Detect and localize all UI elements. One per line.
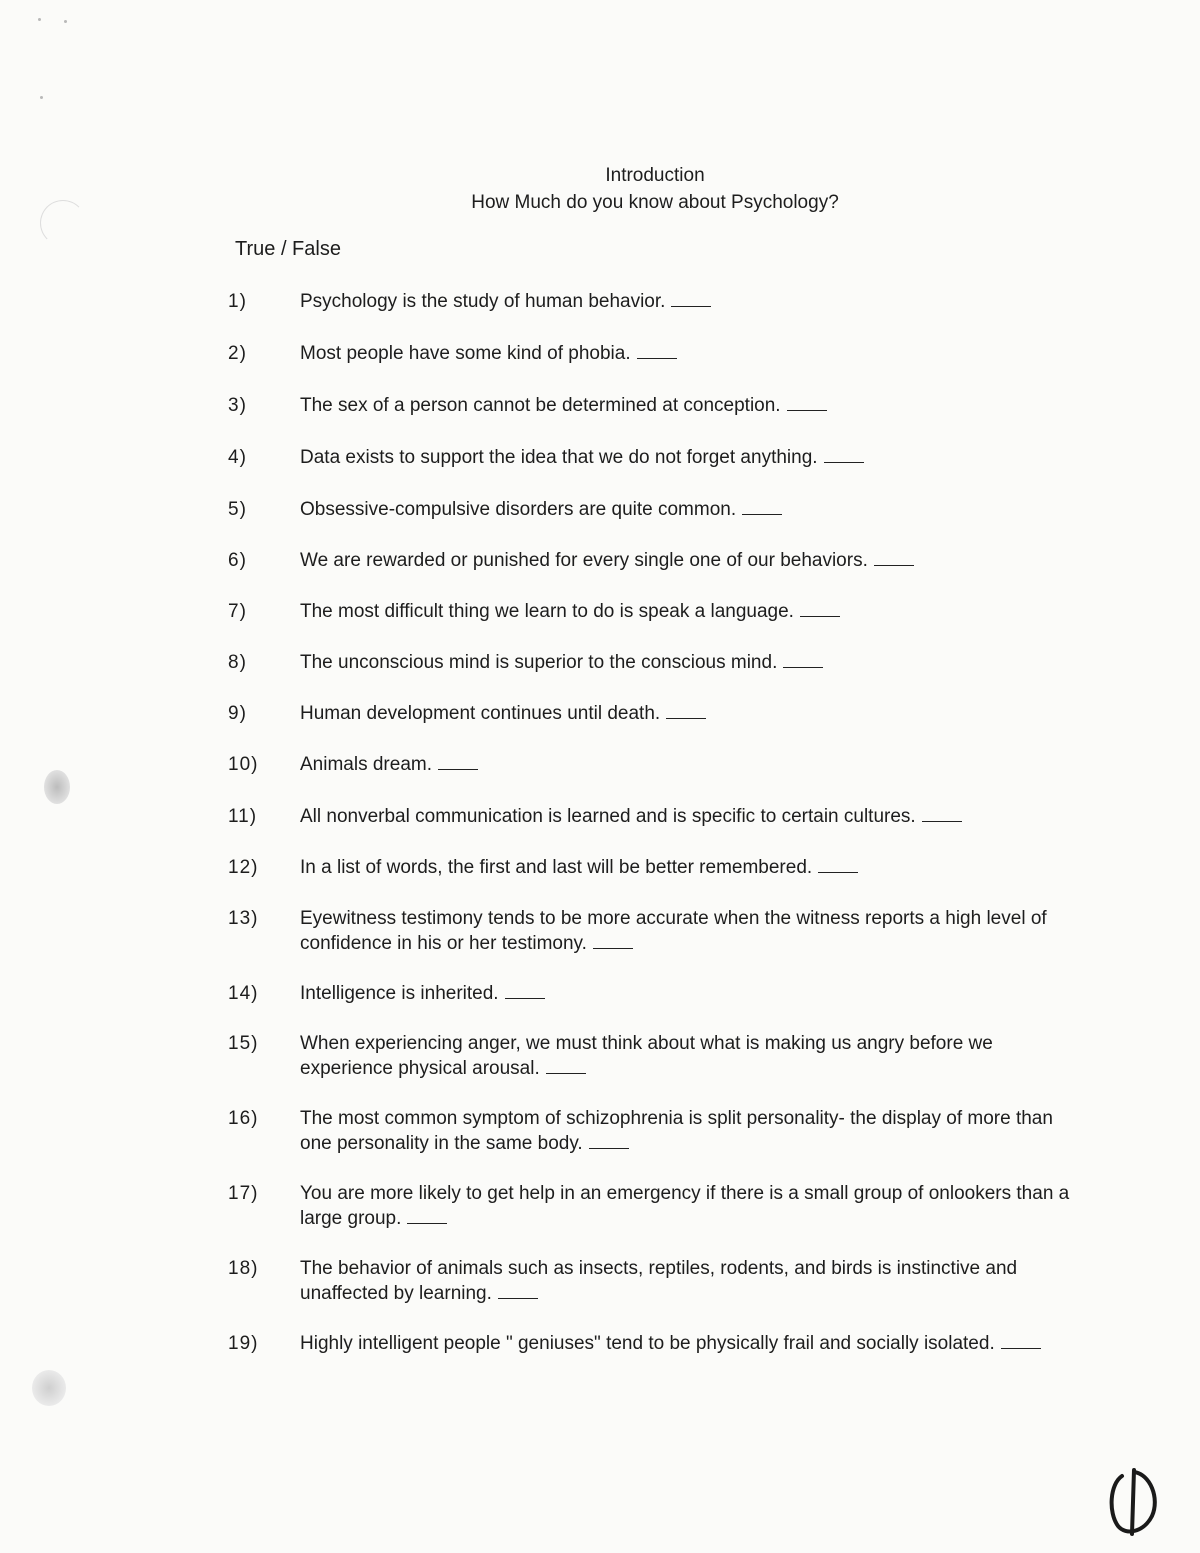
answer-blank[interactable] bbox=[546, 1071, 586, 1074]
question-item bbox=[228, 599, 1088, 624]
answer-blank[interactable] bbox=[438, 767, 478, 770]
answer-blank[interactable] bbox=[742, 512, 782, 515]
question-text: The most common symptom of schizophrenia is split personality- the display of more than one personality in the same body. bbox=[300, 1108, 1053, 1154]
question-text: Psychology is the study of human behavior. bbox=[300, 291, 666, 312]
scan-speck bbox=[64, 20, 67, 23]
question-statement bbox=[300, 393, 1088, 418]
answer-blank[interactable] bbox=[800, 614, 840, 617]
answer-blank[interactable] bbox=[818, 870, 858, 873]
question-item bbox=[228, 981, 1088, 1006]
question-number: 19) bbox=[228, 1333, 259, 1354]
question-text: Eyewitness testimony tends to be more accurate when the witness reports a high level of confidence in his or her testimony. bbox=[300, 908, 1047, 954]
answer-blank[interactable] bbox=[783, 665, 823, 668]
question-text: The most difficult thing we learn to do is speak a language. bbox=[300, 601, 794, 622]
page-subtitle: How Much do you know about Psychology? bbox=[471, 192, 839, 213]
question-text: Human development continues until death. bbox=[300, 703, 661, 724]
question-text: Animals dream. bbox=[300, 754, 432, 775]
question-text: We are rewarded or punished for every single one of our behaviors. bbox=[300, 550, 868, 571]
question-statement bbox=[300, 752, 1088, 777]
question-item bbox=[228, 1106, 1088, 1156]
question-item bbox=[228, 701, 1088, 726]
question-item bbox=[228, 497, 1088, 522]
answer-blank[interactable] bbox=[505, 996, 545, 999]
answer-blank[interactable] bbox=[407, 1221, 447, 1224]
question-number: 18) bbox=[228, 1258, 259, 1279]
question-item bbox=[228, 341, 1088, 366]
answer-blank[interactable] bbox=[589, 1146, 629, 1149]
question-item bbox=[228, 1256, 1088, 1306]
answer-blank[interactable] bbox=[666, 716, 706, 719]
question-number: 11) bbox=[228, 806, 258, 827]
question-number: 7) bbox=[228, 601, 247, 622]
question-list bbox=[228, 289, 1088, 1356]
question-text: The behavior of animals such as insects, reptiles, rodents, and birds is instinctive and unaffected by learning. bbox=[300, 1258, 1018, 1304]
question-text: Data exists to support the idea that we do not forget anything. bbox=[300, 447, 818, 468]
question-text: Obsessive-compulsive disorders are quite common. bbox=[300, 499, 737, 520]
question-text: Most people have some kind of phobia. bbox=[300, 343, 631, 364]
scan-speck bbox=[40, 96, 43, 99]
question-statement bbox=[300, 289, 1088, 314]
question-number: 6) bbox=[228, 550, 247, 571]
question-statement bbox=[300, 701, 1088, 726]
scan-speck bbox=[32, 1370, 66, 1406]
question-item bbox=[228, 752, 1088, 777]
scan-speck bbox=[44, 770, 70, 804]
answer-blank[interactable] bbox=[824, 460, 864, 463]
question-statement bbox=[300, 341, 1088, 366]
question-statement bbox=[300, 1256, 1088, 1306]
question-statement bbox=[300, 855, 1088, 880]
question-statement bbox=[300, 599, 1088, 624]
question-item bbox=[228, 1331, 1088, 1356]
question-item bbox=[228, 804, 1088, 829]
scan-speck bbox=[38, 18, 41, 21]
question-item bbox=[228, 855, 1088, 880]
question-number: 5) bbox=[228, 499, 247, 520]
question-number: 10) bbox=[228, 754, 259, 775]
question-item bbox=[228, 650, 1088, 675]
question-statement bbox=[300, 981, 1088, 1006]
worksheet-header bbox=[0, 162, 1200, 216]
answer-blank[interactable] bbox=[922, 819, 962, 822]
section-label: True / False bbox=[235, 238, 341, 260]
answer-blank[interactable] bbox=[671, 304, 711, 307]
answer-blank[interactable] bbox=[498, 1296, 538, 1299]
question-text: In a list of words, the first and last will be better remembered. bbox=[300, 857, 813, 878]
answer-blank[interactable] bbox=[593, 946, 633, 949]
question-number: 14) bbox=[228, 983, 259, 1004]
answer-blank[interactable] bbox=[1001, 1346, 1041, 1349]
question-item bbox=[228, 1031, 1088, 1081]
question-statement bbox=[300, 1331, 1088, 1356]
question-text: The unconscious mind is superior to the conscious mind. bbox=[300, 652, 778, 673]
page-title: Introduction bbox=[605, 165, 705, 186]
question-item bbox=[228, 393, 1088, 418]
question-item bbox=[228, 548, 1088, 573]
question-statement bbox=[300, 1181, 1088, 1231]
question-text: All nonverbal communication is learned and is specific to certain cultures. bbox=[300, 806, 916, 827]
question-number: 1) bbox=[228, 291, 247, 312]
answer-blank[interactable] bbox=[787, 408, 827, 411]
question-number: 12) bbox=[228, 857, 259, 878]
question-statement bbox=[300, 445, 1088, 470]
question-number: 15) bbox=[228, 1033, 259, 1054]
question-statement bbox=[300, 650, 1088, 675]
question-number: 13) bbox=[228, 908, 259, 929]
question-number: 3) bbox=[228, 395, 247, 416]
answer-blank[interactable] bbox=[637, 356, 677, 359]
question-number: 8) bbox=[228, 652, 247, 673]
question-number: 4) bbox=[228, 447, 247, 468]
question-number: 9) bbox=[228, 703, 247, 724]
question-text: Highly intelligent people " geniuses" tend to be physically frail and socially isolated. bbox=[300, 1333, 995, 1354]
question-statement bbox=[300, 804, 1088, 829]
answer-blank[interactable] bbox=[874, 563, 914, 566]
question-text: The sex of a person cannot be determined at conception. bbox=[300, 395, 781, 416]
question-statement bbox=[300, 548, 1088, 573]
question-item bbox=[228, 445, 1088, 470]
question-number: 16) bbox=[228, 1108, 259, 1129]
question-number: 17) bbox=[228, 1183, 259, 1204]
question-text: Intelligence is inherited. bbox=[300, 983, 499, 1004]
question-item bbox=[228, 1181, 1088, 1231]
question-item bbox=[228, 289, 1088, 314]
question-item bbox=[228, 906, 1088, 956]
question-text: You are more likely to get help in an emergency if there is a small group of onlookers than a large group. bbox=[300, 1183, 1070, 1229]
question-number: 2) bbox=[228, 343, 247, 364]
question-statement bbox=[300, 1106, 1088, 1156]
question-statement bbox=[300, 906, 1088, 956]
question-statement bbox=[300, 497, 1088, 522]
handwritten-mark-icon bbox=[1104, 1466, 1160, 1538]
question-statement bbox=[300, 1031, 1088, 1081]
question-text: When experiencing anger, we must think about what is making us angry before we experience physical arousal. bbox=[300, 1033, 993, 1079]
